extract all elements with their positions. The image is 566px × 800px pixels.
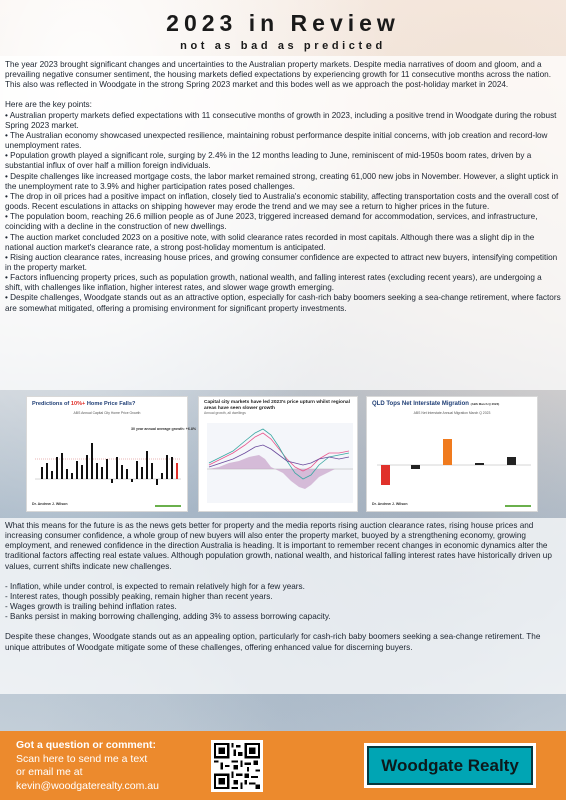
bar xyxy=(381,465,390,485)
key-point: • The Australian economy showcased unexpected resilience, maintaining robust performance despite initial concerns, with job creation and record-low unemployment rates. xyxy=(5,130,548,151)
bar xyxy=(71,473,73,479)
contact-text xyxy=(16,739,159,793)
footer xyxy=(0,731,566,800)
key-point: • Rising auction clearance rates, increasing house prices, and growing consumer confidence are expected to attract new buyers, intensifying competition in the property market. xyxy=(5,252,558,272)
woodgate-logo-icon xyxy=(505,499,531,507)
bar xyxy=(507,457,516,465)
bar xyxy=(166,455,168,479)
bar xyxy=(136,461,138,479)
key-points-heading: Here are the key points: xyxy=(5,100,92,110)
bar xyxy=(81,465,83,479)
conclusion-paragraph: Despite these changes, Woodgate stands out as an appealing option, particularly for cash-rich baby boomers seeking a sea-change retirement. The unique attributes of Woodgate mitigate some of these challenges, offering enhanced value for discerning buyers. xyxy=(5,632,541,652)
page-subtitle: not as bad as predicted xyxy=(180,40,386,52)
plot-area xyxy=(207,423,353,503)
key-point: • Population growth played a significant role, surging by 2.4% in the 12 months leading to June, reminiscent of mid-1950s boom rates, driven by a substantial influx of over half a million foreign individuals. xyxy=(5,151,532,171)
figure-interstate-migration xyxy=(366,396,538,512)
bar xyxy=(116,457,118,479)
figure-home-price-growth xyxy=(26,396,197,512)
outlook-paragraph: What this means for the future is as the news gets better for property and the media reports rising auction clearance rates, rising house prices and increasing consumer confidence, a whole group of new buyers will also enter the property market, buoyed by a strengthening economy, growing employment, and renewed confidence in the direction Australia is heading. It is important to remember recent changes in economic dynamics alter the traditional factors affecting real estate values. Although population growth, national wealth, and historical falling interest rates have historically driven up values, current shifts indicate new challenges. xyxy=(5,521,552,571)
challenge-item: - Banks persist in making borrowing challenging, adding 3% to assess borrowing capacity. xyxy=(5,612,331,622)
bar xyxy=(146,451,148,479)
bar xyxy=(161,473,163,479)
brand-logo xyxy=(364,743,536,788)
woodgate-logo-icon xyxy=(155,499,181,507)
bar xyxy=(66,469,68,479)
bar xyxy=(141,467,143,479)
key-point: • The drop in oil prices had a positive impact on inflation, closely tied to Australia's economic stability, affecting transportation costs and the overall cost of goods. Recent esculations in attacks on shipping however may erode the trend and we may see a return to higher prices in the future. xyxy=(5,191,559,212)
challenge-item: - Wages growth is trailing behind inflation rates. xyxy=(5,602,177,612)
bar xyxy=(106,459,108,479)
figure-author: Dr. Andrew J. Wilson xyxy=(372,502,408,506)
bar xyxy=(176,463,178,479)
bar xyxy=(411,465,420,469)
figures-row xyxy=(0,396,566,512)
key-point: • Factors influencing property prices, such as population growth, national wealth, and falling interest rates (excluding recent years), are undergoing a shift, with challenges like inflation, higher interest rates, and slower wage growth emerging. xyxy=(5,273,542,293)
qr-code-icon[interactable] xyxy=(211,740,263,792)
intro-paragraph: The year 2023 brought significant changes and uncertainties to the Australian property markets. Despite media narratives of doom and gloom, and a prevailing negative consumer sentiment, the housing markets defied expectations by experiencing growth for 11 consecutive months across the nation. This also was reflected in Woodgate in the strong Spring 2023 market and this bodes well as we approach the post-holiday market in 2024. xyxy=(5,60,551,90)
figure-subtitle: ABS Annual Capital City Home Price Growth xyxy=(73,411,141,415)
bar xyxy=(126,469,128,479)
key-point: • Despite challenges like increased mortgage costs, the labor market remained strong, creating 61,000 new jobs in November. However, a slight uptick in the unemployment rate to 3.9% and higher participation rates posed challenges. xyxy=(5,171,559,191)
bar xyxy=(475,463,484,465)
page-header xyxy=(0,10,566,52)
line-chart-growth xyxy=(199,397,359,513)
bar xyxy=(86,455,88,479)
figure-author: Dr. Andrew J. Wilson xyxy=(32,502,68,506)
figure-subtitle: ABS Net Interstate Annual Migration March Q 2023 xyxy=(413,411,491,415)
bar xyxy=(156,479,158,485)
challenges-list xyxy=(5,582,561,623)
bar xyxy=(151,463,153,479)
bar xyxy=(61,453,63,479)
figure-title: Capital city markets have led 2023's price upturn whilst regional areas have seen slower growth xyxy=(204,400,350,411)
bar xyxy=(91,443,93,479)
challenge-item: - Inflation, while under control, is expected to remain relatively high for a few years. xyxy=(5,581,305,591)
bar-chart-migration xyxy=(367,397,539,513)
key-point: • Despite challenges, Woodgate stands out as an attractive option, especially for cash-rich baby boomers seeking a sea-change retirement, where factors are somewhat mitigated, offering a promising environment for significant property investments. xyxy=(5,293,561,313)
key-points-list xyxy=(5,111,561,314)
bar xyxy=(131,479,133,482)
bar xyxy=(111,479,113,483)
chart-note: 30 year annual average growth: +6.8% xyxy=(131,427,197,431)
figure-title: QLD Tops Net Interstate Migration (ABS March Q 2023) xyxy=(372,401,500,407)
key-point: • The auction market concluded 2023 on a positive note, with solid clearance rates recorded in most capitals. Although there was a slight dip in the national auction market's clearance rate, a strong post-holiday momentum is anticipated. xyxy=(5,232,535,252)
bar xyxy=(56,457,58,479)
bar xyxy=(171,457,173,479)
challenge-item: - Interest rates, though possibly peaking, remain higher than recent years. xyxy=(5,591,273,601)
bar xyxy=(76,461,78,479)
bar xyxy=(41,467,43,479)
key-point: • The population boom, reaching 26.6 million people as of June 2023, triggered increased demand for accommodation, services, and infrastructure, coinciding with a decline in the construction of new dwellings. xyxy=(5,212,538,232)
figure-title: Predictions of 10%+ Home Price Falls? xyxy=(32,401,136,407)
bar xyxy=(51,471,53,479)
figure-capital-vs-regional xyxy=(198,396,358,512)
figure-subtitle: Annual growth, all dwellings xyxy=(204,411,246,416)
article-bottom-panel xyxy=(0,518,566,694)
bar xyxy=(443,439,452,465)
bar xyxy=(121,465,123,479)
bars xyxy=(41,443,178,485)
bar xyxy=(101,467,103,479)
contact-heading: Got a question or comment: xyxy=(16,739,157,751)
brand-name: Woodgate Realty xyxy=(367,746,533,785)
page-title: 2023 in Review xyxy=(166,10,400,36)
contact-line: or email me at xyxy=(16,766,83,779)
article-top-panel xyxy=(0,56,566,390)
bar xyxy=(46,463,48,479)
bar-chart-home-prices xyxy=(27,397,197,513)
contact-line: Scan here to send me a text xyxy=(16,752,148,765)
bar xyxy=(96,463,98,479)
contact-email-link[interactable]: kevin@woodgaterealty.com.au xyxy=(16,779,159,792)
key-point: • Australian property markets defied expectations with 11 consecutive months of growth in 2023, including a positive trend in Woodgate during the robust Spring 2023 market. xyxy=(5,110,557,130)
